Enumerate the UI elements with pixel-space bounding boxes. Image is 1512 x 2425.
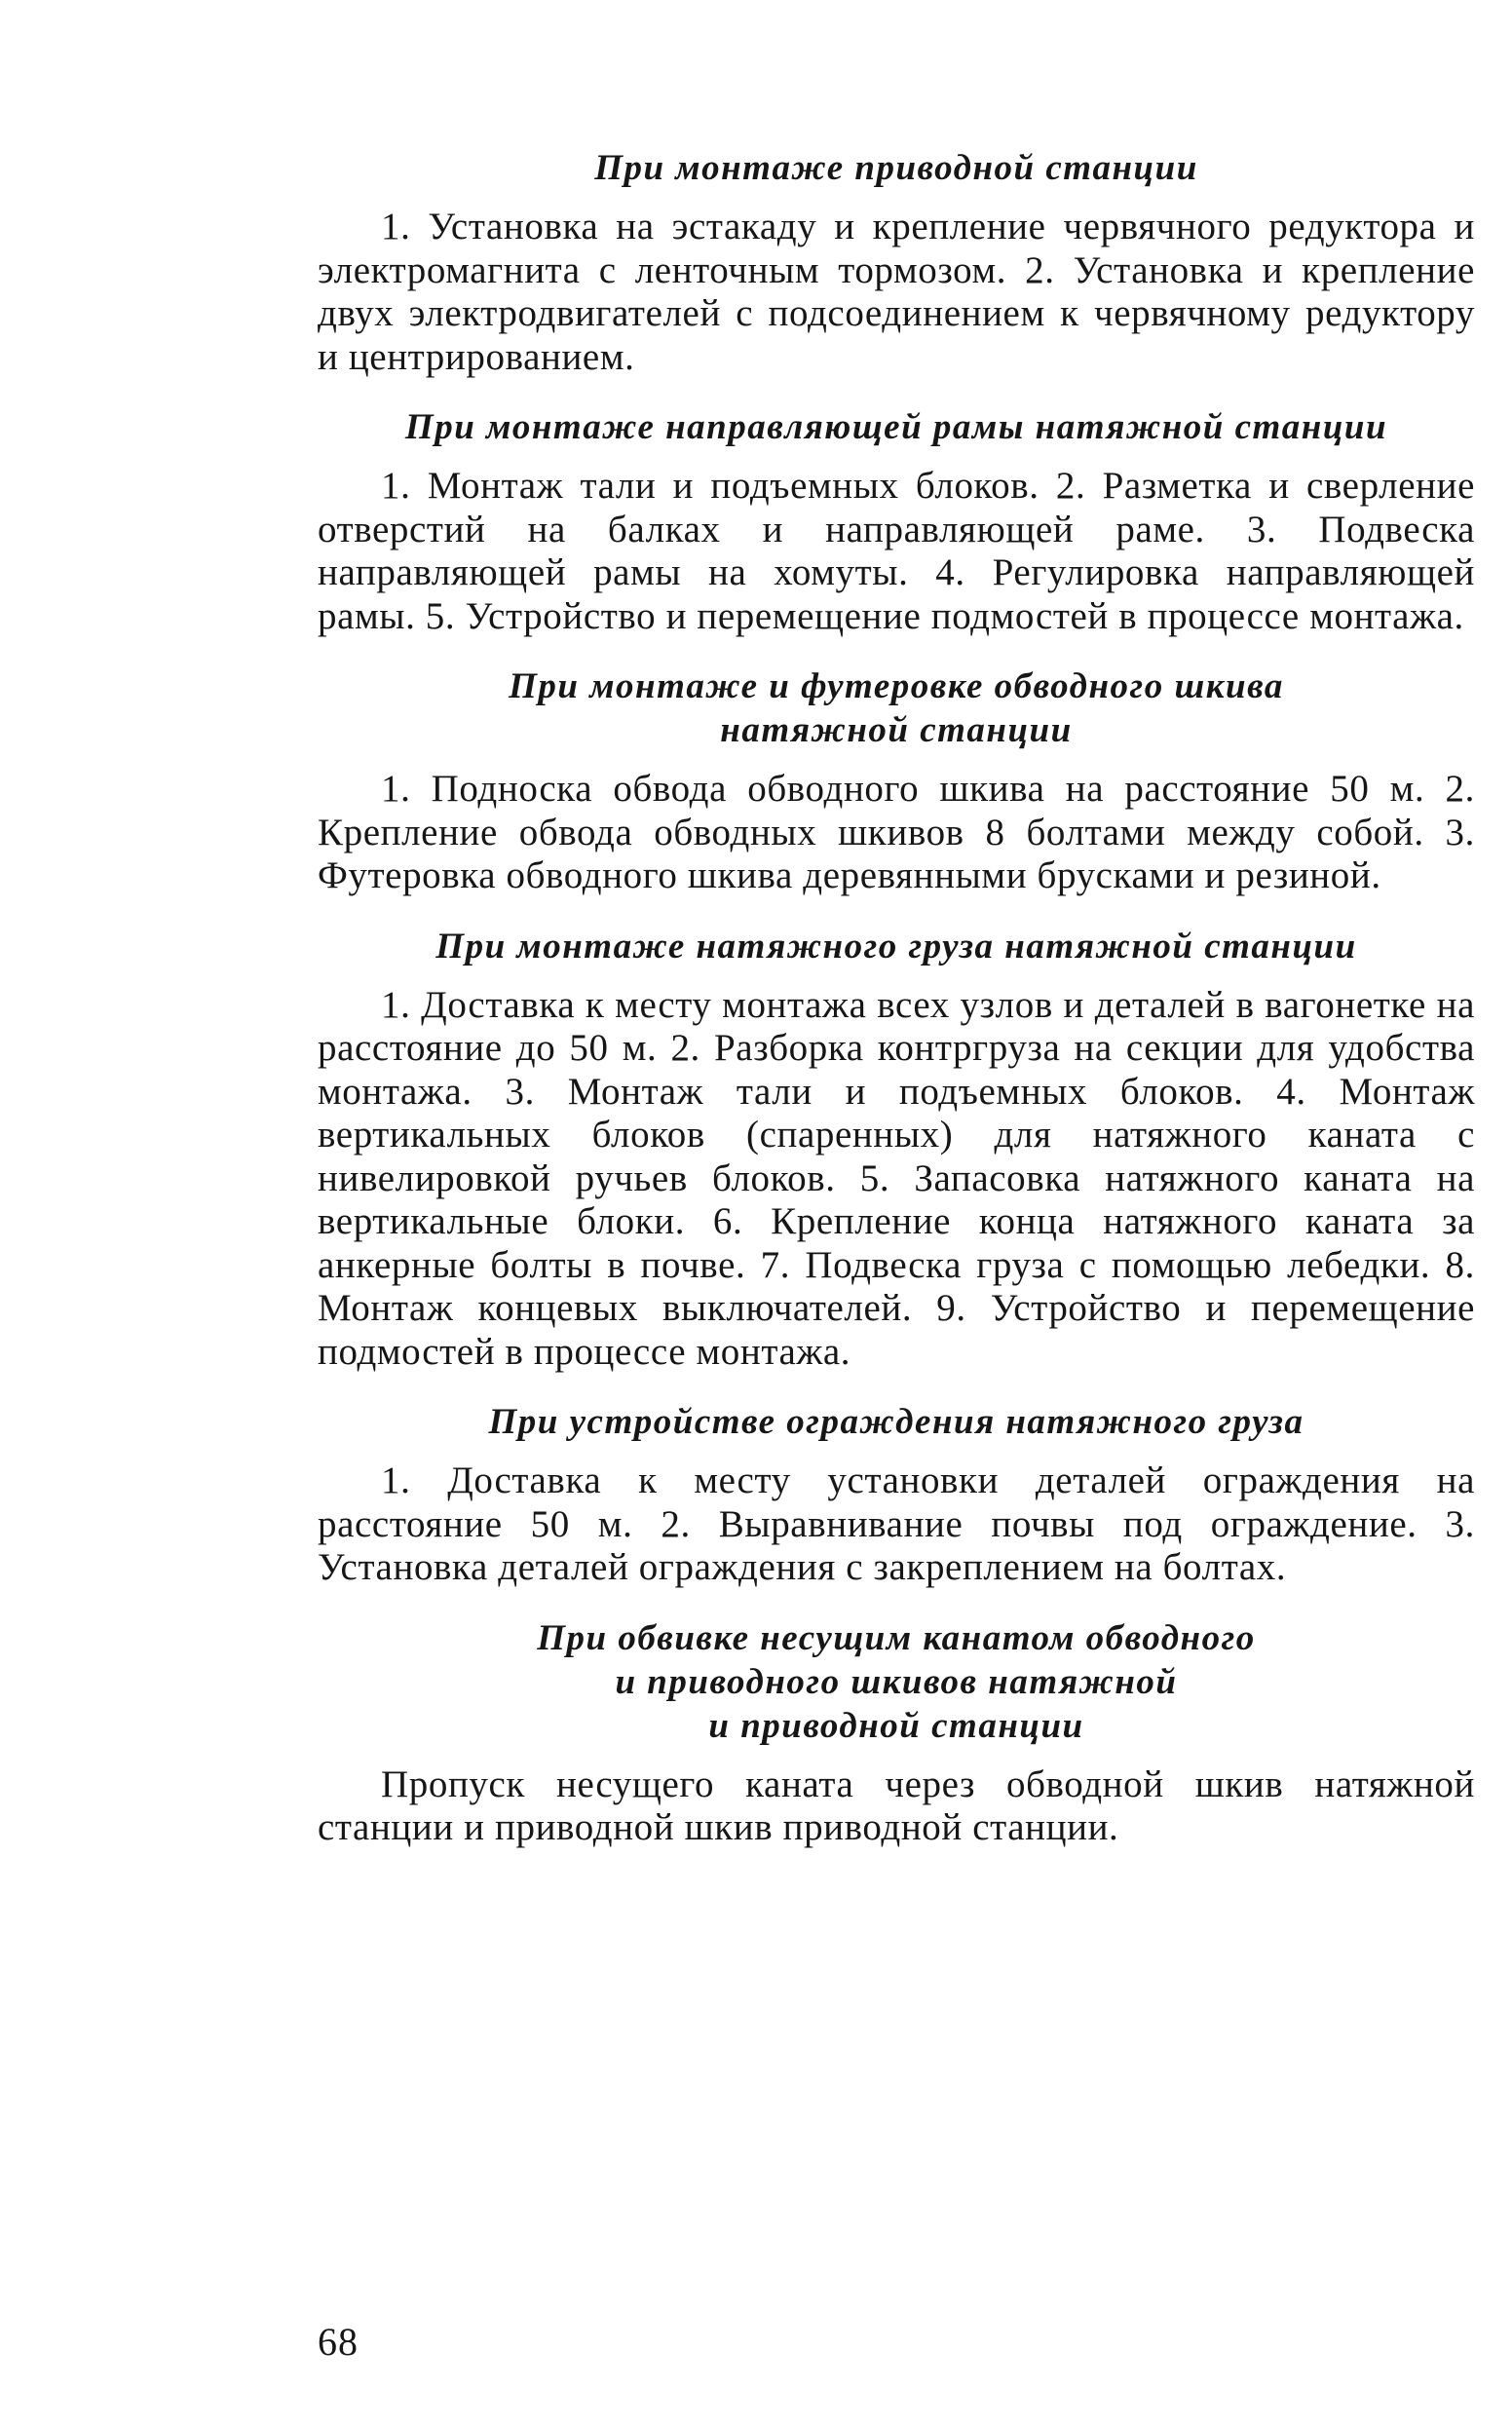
heading-line: натяжной станции — [720, 710, 1073, 750]
section-paragraph: 1. Монтаж тали и подъемных блоков. 2. Разметка и сверление отверстий на балках и направляющей раме. 3. Подвеска направляющей рамы на хомуты. 4. Регулировка направляющей рамы. 5. Устройство и перемещение подмостей в процессе монтажа. — [318, 465, 1475, 637]
section-paragraph: 1. Установка на эстакаду и крепление червячного редуктора и электромагнита с ленточным тормозом. 2. Установка и крепление двух электродвигателей с подсоединением к червячному редуктору и центрированием. — [318, 206, 1475, 378]
section-heading — [318, 925, 1475, 968]
heading-line: При устройстве ограждения натяжного груза — [488, 1402, 1304, 1442]
heading-line: и приводной станции — [708, 1705, 1084, 1746]
section-heading — [318, 146, 1475, 190]
heading-line: и приводного шкивов натяжной — [615, 1661, 1178, 1702]
section-heading — [318, 1400, 1475, 1444]
heading-line: При монтаже натяжного груза натяжной станции — [435, 926, 1357, 966]
section-heading — [318, 664, 1475, 752]
section-paragraph: 1. Доставка к месту монтажа всех узлов и деталей в вагонетке на расстояние до 50 м. 2. Разборка контргруза на секции для удобства монтажа. 3. Монтаж тали и подъемных блоков. 4. Монтаж вертикальных блоков (спаренных) для натяжного каната с нивелировкой ручьев блоков. 5. Запасовка натяжного каната на вертикальные блоки. 6. Крепление конца натяжного каната за анкерные болты в почве. 7. Подвеска груза с помощью лебедки. 8. Монтаж концевых выключателей. 9. Устройство и перемещение подмостей в процессе монтажа. — [318, 983, 1475, 1373]
section-paragraph: 1. Подноска обвода обводного шкива на расстояние 50 м. 2. Крепление обвода обводных шкивов 8 болтами между собой. 3. Футеровка обводного шкива деревянными брусками и резиной. — [318, 768, 1475, 896]
heading-line: При монтаже приводной станции — [594, 148, 1198, 188]
page-body — [318, 146, 1475, 1850]
section-paragraph: 1. Доставка к месту установки деталей ограждения на расстояние 50 м. 2. Выравнивание почвы под ограждение. 3. Установка деталей ограждения с закреплением на болтах. — [318, 1459, 1475, 1588]
page-number: 68 — [318, 2320, 359, 2364]
section-heading — [318, 1616, 1475, 1748]
heading-line: При монтаже и футеровке обводного шкива — [509, 666, 1284, 706]
section-paragraph: Пропуск несущего каната через обводной шкив натяжной станции и приводной шкив приводной станции. — [318, 1762, 1475, 1848]
heading-line: При монтаже направляющей рамы натяжной станции — [404, 407, 1388, 447]
section-heading — [318, 405, 1475, 449]
heading-line: При обвивке несущим канатом обводного — [537, 1617, 1256, 1658]
